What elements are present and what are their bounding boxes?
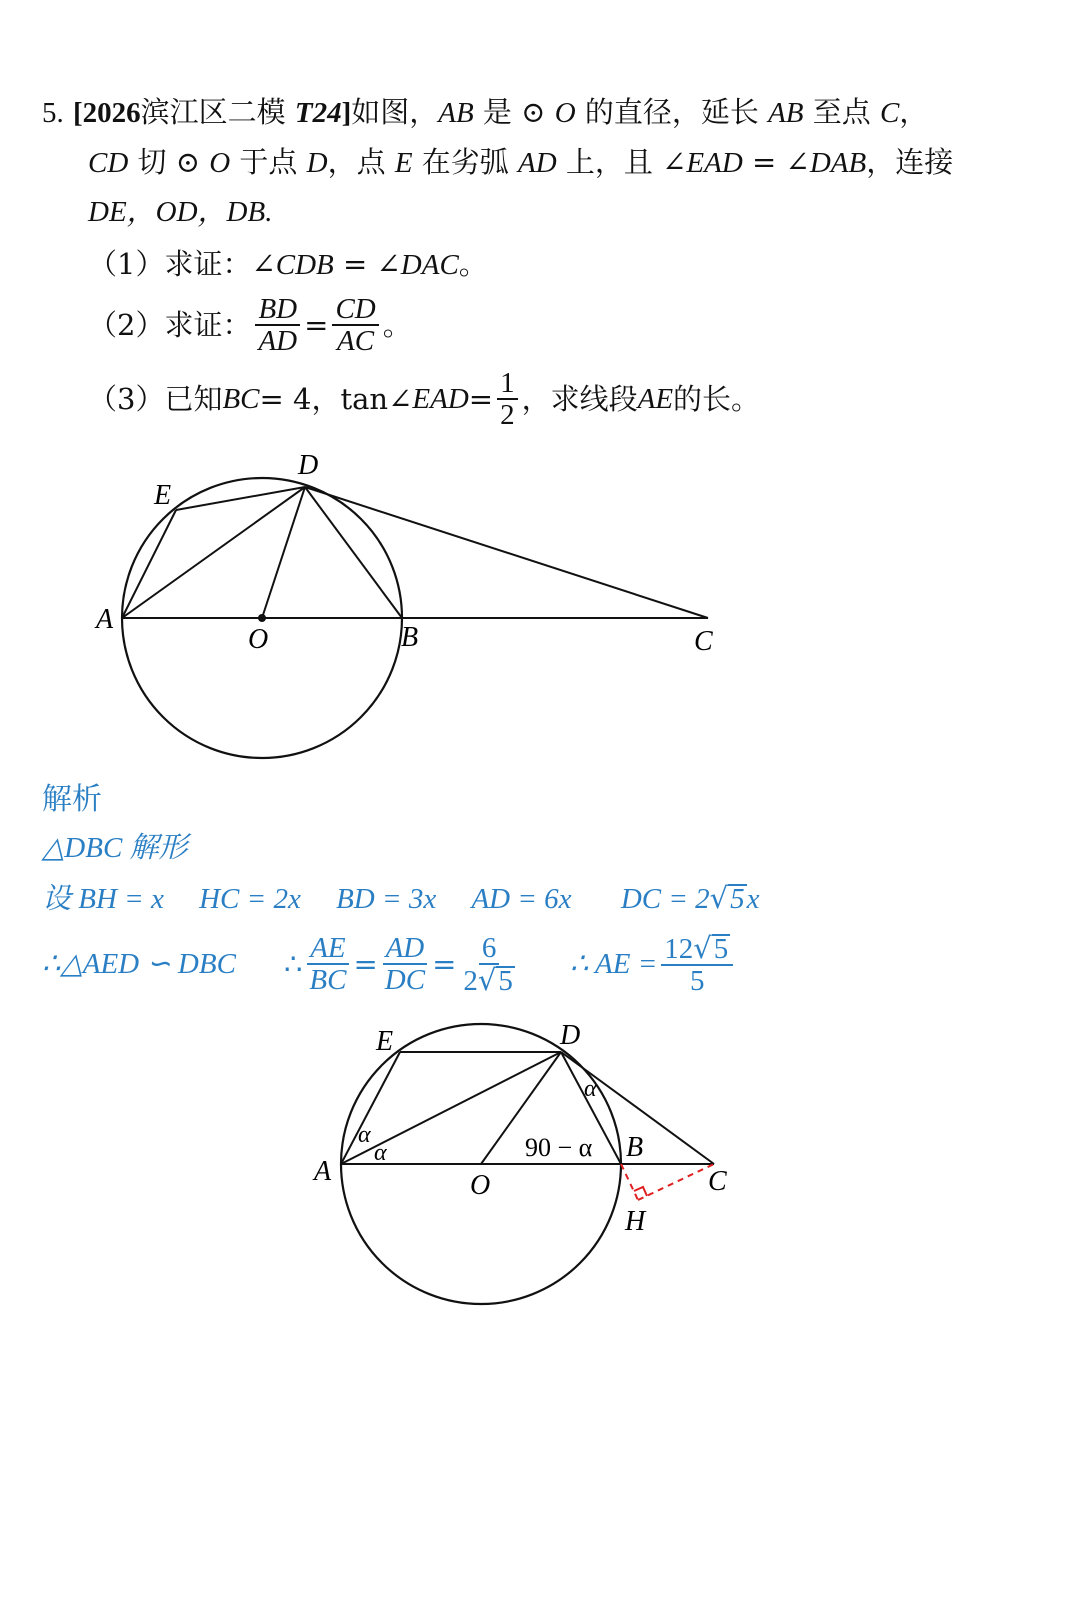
denominator: BC bbox=[309, 964, 347, 996]
label-d: D bbox=[298, 450, 319, 481]
solution-subheading: △DBC 解形 bbox=[42, 832, 188, 864]
geometry-figure-2 bbox=[0, 1010, 1080, 1310]
problem-line-3: DE，OD，DB. bbox=[88, 196, 273, 228]
var: EAD bbox=[686, 147, 743, 179]
problem-number: 5. bbox=[42, 97, 64, 129]
var: O bbox=[554, 97, 576, 129]
label-d: D bbox=[560, 1020, 581, 1051]
question-1 bbox=[88, 244, 488, 285]
var: BC bbox=[222, 383, 260, 415]
problem-line-2 bbox=[88, 142, 953, 183]
numerator: AE bbox=[307, 933, 348, 965]
solution-row-1 bbox=[42, 878, 760, 919]
label-e: E bbox=[376, 1026, 394, 1057]
var: DAB bbox=[809, 147, 867, 179]
question-3 bbox=[88, 364, 760, 434]
numerator: AD bbox=[383, 933, 428, 965]
text: 上，且 ∠ bbox=[556, 145, 687, 179]
label-h: H bbox=[625, 1206, 646, 1237]
radicand: 5 bbox=[730, 883, 745, 915]
var: AB bbox=[768, 97, 804, 129]
label-c: C bbox=[708, 1166, 727, 1197]
denominator: AC bbox=[337, 325, 375, 357]
var: AD bbox=[517, 147, 557, 179]
text: ，连接 bbox=[866, 145, 954, 179]
equals: = bbox=[432, 947, 457, 981]
segment-ae bbox=[122, 510, 176, 618]
fraction-cd-ac bbox=[332, 294, 378, 356]
text: 。 bbox=[382, 308, 412, 342]
coef: 12 bbox=[664, 932, 694, 965]
radicand: 5 bbox=[713, 932, 729, 965]
var: CDB bbox=[275, 249, 334, 281]
fraction-6-2sqrt5 bbox=[460, 933, 517, 996]
var: D bbox=[306, 147, 328, 179]
solution-heading: 解析 bbox=[42, 782, 102, 817]
sqrt-icon: √ bbox=[709, 881, 729, 915]
dashed-bh bbox=[621, 1164, 638, 1200]
text: 是 ⊙ bbox=[473, 95, 555, 129]
similar-statement: ∴△AED ∽ DBC bbox=[42, 948, 236, 980]
equals: = bbox=[304, 308, 329, 342]
text: = bbox=[468, 382, 494, 416]
text: 的直径，延长 bbox=[575, 95, 769, 129]
question-2 bbox=[88, 290, 412, 360]
dashed-hc bbox=[638, 1164, 714, 1200]
denominator: DC bbox=[384, 964, 426, 996]
numerator: 1 bbox=[497, 368, 518, 400]
solution-row-2 bbox=[42, 928, 737, 1000]
segment-dc bbox=[305, 487, 708, 618]
denominator: AD bbox=[258, 325, 298, 357]
segment-od bbox=[262, 487, 305, 618]
numerator bbox=[661, 930, 733, 966]
dc-coef: DC = 2 bbox=[620, 883, 710, 915]
text: 于点 bbox=[230, 145, 307, 179]
fraction-bd-ad bbox=[255, 294, 300, 356]
var: C bbox=[879, 97, 900, 129]
label-o: O bbox=[470, 1170, 491, 1201]
text: ，求线段 bbox=[521, 382, 638, 416]
segment-db bbox=[305, 487, 402, 618]
equals: = bbox=[353, 947, 378, 981]
label-c: C bbox=[694, 626, 713, 657]
radicand: 5 bbox=[498, 964, 513, 997]
alpha-cdb: α bbox=[584, 1076, 597, 1102]
numerator: CD bbox=[332, 294, 378, 326]
alpha-dab: α bbox=[374, 1140, 387, 1166]
label-a: A bbox=[314, 1156, 332, 1187]
ad-value: AD = 6x bbox=[471, 883, 572, 915]
problem-line-1 bbox=[42, 92, 928, 133]
label-a: A bbox=[96, 604, 114, 635]
source-open: [ bbox=[72, 97, 83, 129]
var: EAD bbox=[412, 383, 469, 415]
sqrt-icon: √ bbox=[477, 962, 497, 997]
text: = 4，tan∠ bbox=[259, 382, 413, 416]
fraction-ad-dc bbox=[382, 933, 428, 995]
text: （2）求证： bbox=[88, 308, 252, 342]
numerator: BD bbox=[255, 294, 300, 326]
point-o bbox=[258, 614, 266, 622]
numerator: 6 bbox=[479, 933, 500, 965]
label-b: B bbox=[626, 1132, 644, 1163]
hc-value: HC = 2x bbox=[199, 883, 301, 915]
text: （3）已知 bbox=[88, 382, 223, 416]
alpha-ead: α bbox=[358, 1122, 371, 1148]
sqrt-icon: √ bbox=[693, 930, 712, 965]
var: E bbox=[394, 147, 413, 179]
var: O bbox=[209, 147, 231, 179]
text: = ∠ bbox=[742, 145, 810, 179]
bd-value: BD = 3x bbox=[336, 883, 437, 915]
source-tag: T24 bbox=[294, 97, 342, 129]
fraction-ae-bc bbox=[306, 933, 349, 995]
label-e: E bbox=[154, 480, 172, 511]
var-x: x bbox=[746, 883, 760, 915]
dc-value bbox=[621, 883, 760, 915]
text: （1）求证：∠ bbox=[88, 247, 276, 281]
ae-result-label: ∴ AE = bbox=[569, 948, 658, 980]
text: 至点 bbox=[803, 95, 880, 129]
segment-ad bbox=[122, 487, 305, 618]
var: DAC bbox=[400, 249, 459, 281]
denominator: 5 bbox=[690, 964, 705, 997]
var: CD bbox=[88, 147, 129, 179]
text: 切 ⊙ bbox=[128, 145, 210, 179]
text: 在劣弧 bbox=[412, 145, 518, 179]
coef: 2 bbox=[463, 964, 478, 997]
label-b: B bbox=[401, 622, 419, 653]
segment-ed bbox=[176, 487, 305, 510]
var: AE bbox=[637, 383, 674, 415]
source-name: 滨江区二模 bbox=[140, 95, 286, 129]
denominator: 2 bbox=[500, 399, 515, 431]
fraction-12sqrt5-5 bbox=[661, 930, 733, 997]
therefore-symbol: ∴ bbox=[283, 947, 303, 981]
text: ，点 bbox=[327, 145, 395, 179]
angle-90-minus-alpha: 90 − α bbox=[525, 1133, 593, 1162]
text: 。 bbox=[458, 247, 488, 281]
label-o: O bbox=[248, 624, 269, 655]
denominator bbox=[460, 962, 517, 997]
text: 如图， bbox=[351, 95, 439, 129]
geometry-figure-1 bbox=[0, 440, 1080, 770]
text: ， bbox=[899, 95, 929, 129]
fraction-one-half bbox=[497, 368, 518, 430]
source-year: 2026 bbox=[82, 97, 141, 129]
text: 的长。 bbox=[673, 382, 761, 416]
text: = ∠ bbox=[333, 247, 401, 281]
let-bh: 设 BH = x bbox=[42, 883, 164, 915]
var: AB bbox=[438, 97, 474, 129]
source-close: ] bbox=[341, 97, 352, 129]
